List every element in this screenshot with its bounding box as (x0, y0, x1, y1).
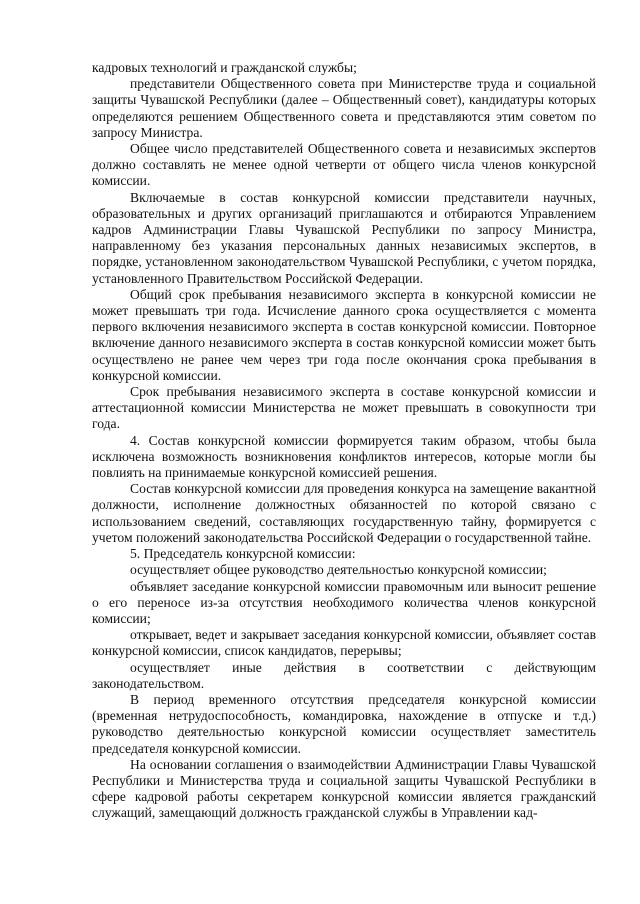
document-page (92, 60, 596, 822)
paragraph-6: Срок пребывания независимого эксперта в составе конкурсной комиссии и аттестационной комиссии Министерства не может превышать в совокупности три года. (92, 384, 596, 432)
paragraph-3: Общее число представителей Общественного совета и независимых экспертов должно составлять не менее одной четверти от общего числа членов конкурсной комиссии. (92, 141, 596, 189)
paragraph-15: На основании соглашения о взаимодействии Администрации Главы Чувашской Республики и Министерства труда и социальной защиты Чувашской Республики в сфере кадровой работы секретарем конкурсной комиссии является гражданский служащий, замещающий должность гражданской службы в Управлении кад- (92, 756, 596, 821)
paragraph-11: объявляет заседание конкурсной комиссии правомочным или выносит решение о его переносе из-за отсутствия необходимого количества членов конкурсной комиссии; (92, 578, 596, 626)
paragraph-5: Общий срок пребывания независимого эксперта в конкурсной комиссии не может превышать три года. Исчисление данного срока осуществляется с момента первого включения независимого эксперта в состав конкурсной комиссии. Повторное включение данного независимого эксперта в состав конкурсной комиссии может быть осуществлено не ранее чем через три года после окончания срока пребывания в конкурсной комиссии. (92, 286, 596, 383)
paragraph-10: осуществляет общее руководство деятельностью конкурсной комиссии; (130, 562, 547, 578)
paragraph-7: 4. Состав конкурсной комиссии формируется таким образом, чтобы была исключена возможность возникновения конфликтов интересов, которые могли бы повлиять на принимаемые конкурсной комиссией решения. (92, 432, 596, 481)
paragraph-12: открывает, ведет и закрывает заседания конкурсной комиссии, объявляет состав конкурсной комиссии, список кандидатов, перерывы; (92, 627, 596, 659)
paragraph-13: осуществляет иные действия в соответствии с действующим законодательством. (92, 659, 596, 691)
paragraph-2: представители Общественного совета при Министерстве труда и социальной защиты Чувашской Республики (далее – Общественный совет), кандидатуры которых определяются решением Общественного совета и представляются этим советом по запросу Министра. (92, 76, 596, 140)
paragraph-8: Состав конкурсной комиссии для проведения конкурса на замещение вакантной должности, исполнение должностных обязанностей по которой связано с использованием сведений, составляющих государственную тайну, формируется с учетом положений законодательства Российской Федерации о государственной тайне. (92, 481, 596, 545)
paragraph-9: 5. Председатель конкурсной комиссии: (130, 546, 356, 562)
paragraph-1: кадровых технологий и гражданской службы; (92, 60, 357, 75)
paragraph-4: Включаемые в состав конкурсной комиссии представители научных, образовательных и других организаций приглашаются и отбираются Управлением кадров Администрации Главы Чувашской Республики по запросу Министра, направленному без указания персональных данных независимых экспертов, в порядке, установленном законодательством Чувашской Республики, с учетом порядка, установленного Правительством Российской Федерации. (92, 189, 596, 286)
paragraph-14: В период временного отсутствия председателя конкурсной комиссии (временная нетрудоспособность, командировка, нахождение в отпуске и т.д.) руководство деятельностью конкурсной комиссии осуществляет заместитель председателя конкурсной комиссии. (92, 691, 596, 756)
